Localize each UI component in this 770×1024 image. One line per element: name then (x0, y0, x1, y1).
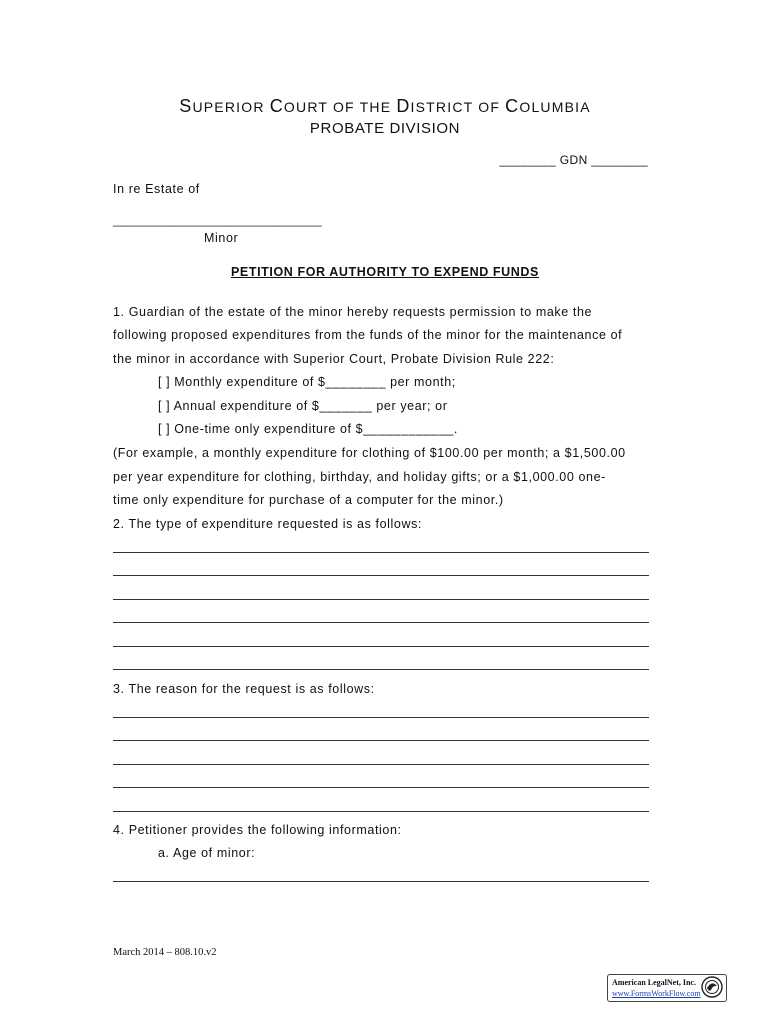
section1-line: 1. Guardian of the estate of the minor hereby requests permission to make the (113, 305, 593, 319)
vendor-logo (607, 974, 727, 1002)
expenditure-type-line[interactable] (113, 552, 649, 553)
court-title (0, 96, 770, 117)
age-of-minor-label: a. Age of minor: (158, 846, 256, 860)
reason-line[interactable] (113, 717, 649, 718)
section3-label: 3. The reason for the request is as follows: (113, 682, 375, 696)
court-title-part: DISTRICT OF (396, 96, 506, 116)
age-of-minor-line[interactable] (113, 881, 649, 882)
division-title: PROBATE DIVISION (309, 120, 461, 137)
court-title-part: COLUMBIA (505, 96, 591, 116)
section4-label: 4. Petitioner provides the following information: (113, 823, 402, 837)
expenditure-type-line[interactable] (113, 575, 649, 576)
gdn-number-field[interactable]: ________ GDN ________ (499, 153, 648, 167)
minor-label: Minor (204, 231, 239, 245)
section1-line: following proposed expenditures from the funds of the minor for the maintenance of (113, 328, 623, 342)
in-re-label: In re Estate of (113, 182, 200, 196)
expenditure-type-line[interactable] (113, 669, 649, 670)
form-id: March 2014 – 808.10.v2 (113, 947, 217, 958)
expenditure-type-line[interactable] (113, 646, 649, 647)
court-title-part: SUPERIOR (179, 96, 270, 116)
reason-line[interactable] (113, 811, 649, 812)
example-line: time only expenditure for purchase of a computer for the minor.) (113, 493, 504, 507)
seal-icon (701, 976, 723, 998)
annual-expenditure-option[interactable]: [ ] Annual expenditure of $_______ per year; or (158, 399, 448, 413)
reason-line[interactable] (113, 740, 649, 741)
court-title-part: COURT OF THE (269, 96, 397, 116)
monthly-expenditure-option[interactable]: [ ] Monthly expenditure of $________ per month; (158, 375, 456, 389)
logo-company: American LegalNet, Inc. (612, 978, 696, 987)
logo-url[interactable]: www.FormsWorkFlow.com (612, 989, 701, 998)
reason-line[interactable] (113, 787, 649, 788)
expenditure-type-line[interactable] (113, 599, 649, 600)
section1-line: the minor in accordance with Superior Court, Probate Division Rule 222: (113, 352, 555, 366)
section2-label: 2. The type of expenditure requested is as follows: (113, 517, 423, 531)
minor-name-field[interactable]: ______________________________ (113, 213, 322, 227)
reason-line[interactable] (113, 764, 649, 765)
one-time-expenditure-option[interactable]: [ ] One-time only expenditure of $____________. (158, 422, 458, 436)
example-line: (For example, a monthly expenditure for clothing of $100.00 per month; a $1,500.00 (113, 446, 626, 460)
example-line: per year expenditure for clothing, birthday, and holiday gifts; or a $1,000.00 one- (113, 470, 606, 484)
petition-heading: PETITION FOR AUTHORITY TO EXPEND FUNDS (230, 265, 539, 279)
expenditure-type-line[interactable] (113, 622, 649, 623)
